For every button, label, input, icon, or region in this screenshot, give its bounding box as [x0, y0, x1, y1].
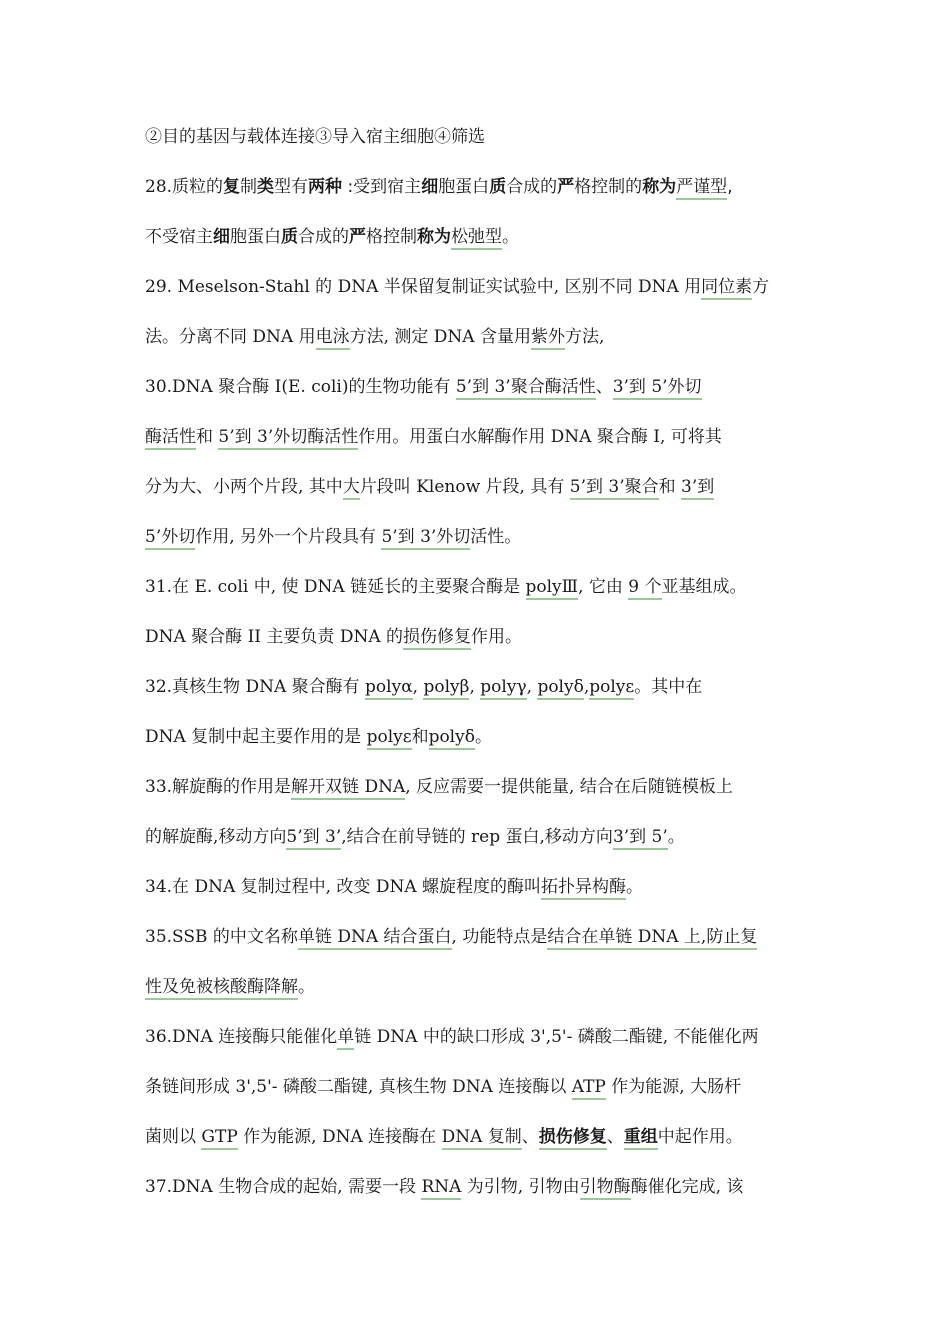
underlined-answer: 5’外切 [145, 527, 195, 550]
text-segment: 分为大、小两个片段, 其中 [145, 477, 343, 497]
underlined-answer: 性及免被核酸酶降解 [145, 977, 298, 1000]
text-segment: 作为能源, DNA 连接酶在 [237, 1127, 442, 1147]
text-segment: , 反应需要一提供能量, 结合在后随链模板上 [405, 777, 733, 797]
text-segment: 方 [752, 277, 770, 297]
underlined-answer: polyβ [423, 677, 469, 700]
text-segment: 酶催化完成, 该 [630, 1177, 744, 1197]
text-line [145, 525, 521, 549]
underlined-answer: 电泳 [316, 327, 350, 350]
underlined-answer: 结合在单链 DNA 上,防止复 [547, 927, 757, 950]
text-segment: 法。分离不同 DNA 用 [145, 327, 316, 347]
text-segment: 格控制 [366, 227, 417, 247]
text-segment: 30.DNA 聚合酶 I(E. coli)的生物功能有 [145, 377, 456, 397]
text-segment: 格控制的 [574, 177, 643, 197]
underlined-answer: 引物酶 [580, 1177, 631, 1200]
underlined-answer: polyδ [429, 727, 475, 750]
underlined-answer: GTP [201, 1127, 237, 1150]
text-line [145, 825, 685, 849]
text-segment: ,结合在前导链的 rep 蛋白,移动方向 [341, 827, 613, 847]
text-segment: 29. Meselson-Stahl 的 DNA 半保留复制证实试验中, 区别不同 DNA 用 [145, 277, 702, 297]
text-segment: 作用。用蛋白水解酶作用 DNA 聚合酶 I, 可将其 [358, 427, 722, 447]
text-line [145, 725, 492, 749]
underlined-answer: 5’到 3’聚合 [570, 477, 659, 500]
underlined-answer: 解开双链 DNA [291, 777, 405, 800]
text-segment: 胞蛋白 [230, 227, 281, 247]
text-segment: 质 [281, 227, 298, 247]
text-segment: , [727, 177, 733, 197]
underlined-answer: 5’到 3’聚合酶活性 [456, 377, 596, 400]
underlined-answer: 大 [343, 477, 360, 500]
text-segment: 严 [349, 227, 366, 247]
text-segment: , 功能特点是 [451, 927, 548, 947]
text-segment: 菌则以 [145, 1127, 202, 1147]
text-segment: :受到宿主 [342, 177, 422, 197]
text-segment: 合成的 [506, 177, 558, 197]
text-segment: DNA 聚合酶 II 主要负责 DNA 的 [145, 627, 404, 647]
underlined-answer: 5’到 3’外切酶活性 [218, 427, 358, 450]
text-segment: 类 [257, 177, 275, 197]
text-segment: 亚基组成。 [661, 577, 747, 597]
underlined-answer: polyε [589, 677, 634, 700]
text-segment: 和 [411, 727, 429, 747]
text-segment: 中起作用。 [657, 1127, 743, 1147]
text-segment: 。 [502, 227, 519, 247]
underlined-answer: 3’到 5’ [613, 827, 668, 850]
underlined-answer: 单链 DNA 结合蛋白 [298, 927, 452, 950]
text-segment: 不受宿主 [145, 227, 213, 247]
text-segment: 。 [667, 827, 685, 847]
text-segment: 复 [223, 177, 241, 197]
underlined-answer: 9 个 [628, 577, 661, 600]
text-segment: 制 [240, 177, 258, 197]
underlined-answer: 单 [337, 1027, 354, 1050]
text-segment: 胞蛋白 [438, 177, 490, 197]
text-segment: 、 [521, 1127, 539, 1147]
underlined-answer: 3’到 [681, 477, 714, 500]
text-segment: 、 [595, 377, 613, 397]
underlined-answer: polyδ [537, 677, 583, 700]
text-line [145, 225, 519, 249]
text-line [145, 975, 315, 999]
text-segment: 活性。 [470, 527, 522, 547]
text-segment: , [469, 677, 481, 697]
text-segment: 31.在 E. coli 中, 使 DNA 链延长的主要聚合酶是 [145, 577, 526, 597]
text-line [145, 1025, 759, 1049]
underlined-answer: DNA 复制 [442, 1127, 522, 1150]
underlined-answer: 同位素 [701, 277, 752, 300]
text-line [145, 1125, 743, 1149]
text-line [145, 625, 522, 649]
text-segment: 片段叫 Klenow 片段, 具有 [359, 477, 570, 497]
text-line [145, 775, 733, 799]
underlined-answer: polyε [367, 727, 412, 750]
text-line [145, 875, 643, 899]
text-line [145, 1075, 741, 1099]
underlined-answer: 严谨型 [676, 177, 727, 200]
text-segment: 37.DNA 生物合成的起始, 需要一段 [145, 1177, 422, 1197]
text-segment: , [412, 677, 424, 697]
underlined-answer: 5’到 3’外切 [381, 527, 470, 550]
text-segment: 33.解旋酶的作用是 [145, 777, 292, 797]
text-segment: 严 [557, 177, 575, 197]
underlined-answer: 酶活性 [145, 427, 196, 450]
text-segment: 28. [145, 177, 173, 197]
text-line [145, 175, 733, 199]
text-segment: 32.真核生物 DNA 聚合酶有 [145, 677, 366, 697]
text-line [145, 925, 757, 949]
text-segment: 作用, 另外一个片段具有 [195, 527, 382, 547]
text-segment: 。 [626, 877, 644, 897]
text-line [145, 1175, 743, 1199]
text-line [145, 425, 722, 449]
text-segment: 合成的 [298, 227, 349, 247]
text-line [145, 275, 769, 299]
text-segment: ②目的基因与载体连接③导入宿主细胞④筛选 [145, 127, 485, 147]
text-segment: 为引物, 引物由 [461, 1177, 580, 1197]
underlined-answer: 拓扑异构酶 [541, 877, 626, 900]
text-segment: 型有 [274, 177, 309, 197]
underlined-answer: 损伤修复 [539, 1127, 607, 1150]
text-segment: 。 [474, 727, 492, 747]
text-segment: 和 [658, 477, 682, 497]
text-segment: 称为 [642, 177, 677, 197]
text-line [145, 675, 702, 699]
text-segment: 和 [196, 427, 219, 447]
text-segment: 链 DNA 中的缺口形成 3',5'- 磷酸二酯键, 不能催化两 [354, 1027, 759, 1047]
underlined-answer: 3’到 5’外切 [613, 377, 702, 400]
text-segment: , [526, 677, 538, 697]
underlined-answer: 紫外 [531, 327, 565, 350]
text-segment: 。其中在 [634, 677, 703, 697]
text-segment: , 它由 [578, 577, 629, 597]
text-segment: 质 [489, 177, 507, 197]
text-line [145, 575, 747, 599]
underlined-answer: RNA [421, 1177, 461, 1200]
underlined-answer: 重组 [624, 1127, 658, 1150]
text-segment: 方法, 测定 DNA 含量用 [349, 327, 531, 347]
underlined-answer: 损伤修复 [403, 627, 471, 650]
text-segment: 两种 [308, 177, 343, 197]
text-segment: 作为能源, 大肠杆 [605, 1077, 742, 1097]
text-segment: DNA 复制中起主要作用的是 [145, 727, 367, 747]
text-segment: 34.在 DNA 复制过程中, 改变 DNA 螺旋程度的酶叫 [145, 877, 542, 897]
text-segment: 36.DNA 连接酶只能催化 [145, 1027, 338, 1047]
text-segment: , [583, 677, 590, 697]
text-segment: 。 [298, 977, 315, 997]
underlined-answer: 松弛型 [451, 227, 502, 250]
text-line [145, 375, 702, 399]
text-segment: 细 [421, 177, 439, 197]
text-segment: 作用。 [471, 627, 523, 647]
underlined-answer: 5’到 3’ [286, 827, 341, 850]
underlined-answer: polyγ [480, 677, 526, 700]
text-line [145, 325, 604, 349]
text-segment: 称为 [417, 227, 451, 247]
underlined-answer: polyα [365, 677, 413, 700]
text-line [145, 125, 485, 149]
text-segment: 35.SSB 的中文名称 [145, 927, 298, 947]
text-segment: 、 [606, 1127, 624, 1147]
text-segment: 质粒的 [172, 177, 224, 197]
text-segment: 细 [213, 227, 230, 247]
text-line [145, 475, 714, 499]
underlined-answer: polyⅢ [526, 577, 579, 600]
text-segment: 的解旋酶,移动方向 [145, 827, 287, 847]
underlined-answer: ATP [572, 1077, 606, 1100]
text-segment: 条链间形成 3',5'- 磷酸二酯键, 真核生物 DNA 连接酶以 [145, 1077, 572, 1097]
text-segment: 方法, [565, 327, 605, 347]
